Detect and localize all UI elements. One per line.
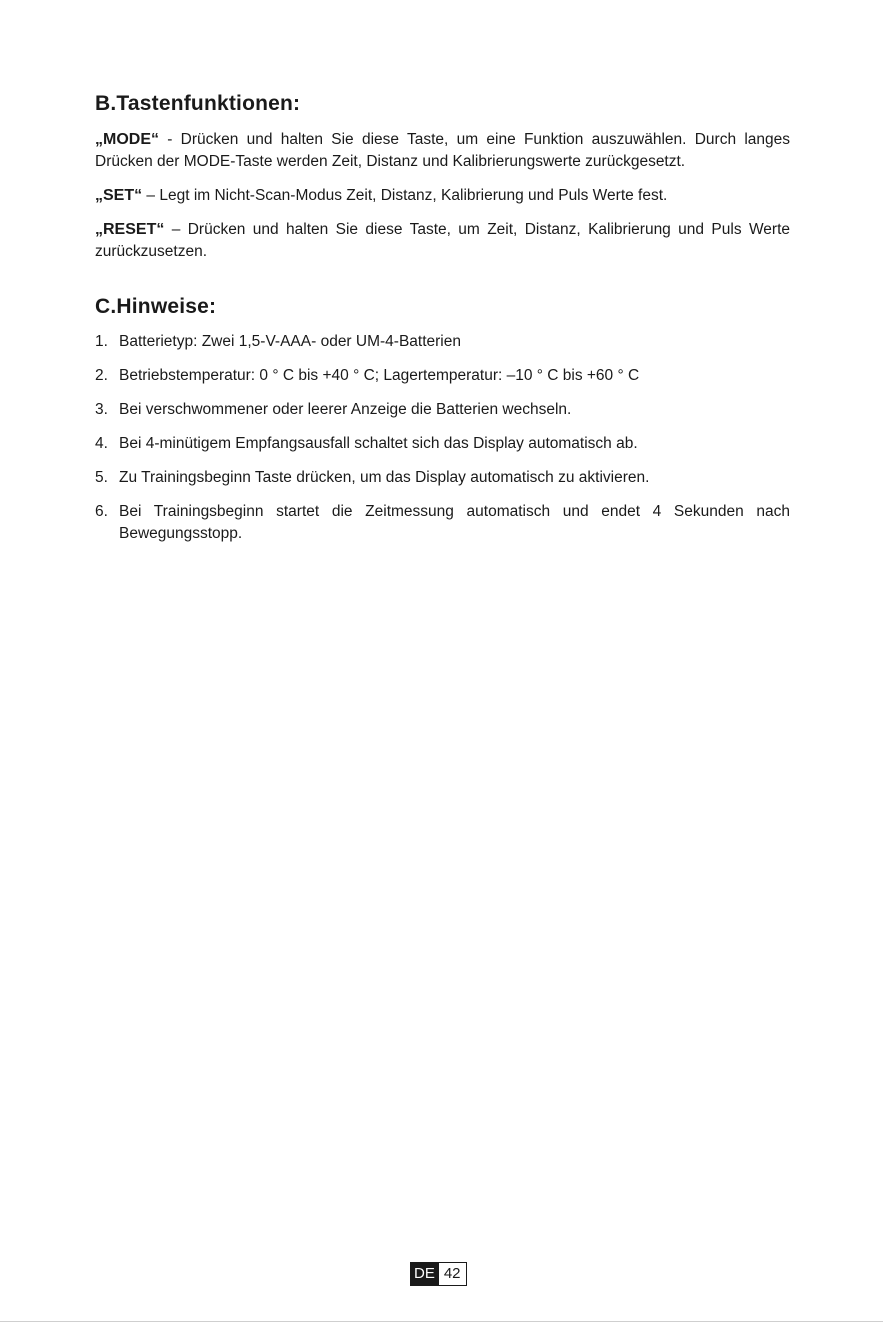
list-item-number: 3. xyxy=(95,401,108,418)
list-item-number: 2. xyxy=(95,367,108,384)
list-item-text: Batterietyp: Zwei 1,5-V-AAA- oder UM-4-Batterien xyxy=(119,333,461,350)
list-item-number: 5. xyxy=(95,469,108,486)
list-item-text: Bei 4-minütigem Empfangsausfall schaltet sich das Display automatisch ab. xyxy=(119,435,638,452)
mode-key-label: „MODE“ xyxy=(95,131,159,148)
list-item xyxy=(95,501,790,545)
mode-key-text: - Drücken und halten Sie diese Taste, um eine Funktion auszuwählen. Durch langes Drücken der MODE-Taste werden Zeit, Distanz und Kalibrierungswerte zurückgesetzt. xyxy=(95,131,790,170)
list-item xyxy=(95,399,790,421)
notes-list xyxy=(95,331,790,545)
list-item-number: 1. xyxy=(95,333,108,350)
reset-key-label: „RESET“ xyxy=(95,221,165,238)
mode-key-description xyxy=(95,129,790,173)
list-item xyxy=(95,331,790,353)
page-number: 42 xyxy=(439,1262,467,1286)
list-item-number: 4. xyxy=(95,435,108,452)
set-key-label: „SET“ xyxy=(95,187,143,204)
list-item xyxy=(95,365,790,387)
page-content xyxy=(95,90,790,557)
list-item-text: Bei Trainingsbeginn startet die Zeitmessung automatisch und endet 4 Sekunden nach Bewegungsstopp. xyxy=(119,503,790,542)
list-item xyxy=(95,433,790,455)
page-footer xyxy=(410,1262,467,1286)
language-badge: DE xyxy=(410,1262,439,1286)
reset-key-description xyxy=(95,219,790,263)
list-item-number: 6. xyxy=(95,503,108,520)
reset-key-text: – Drücken und halten Sie diese Taste, um Zeit, Distanz, Kalibrierung und Puls Werte zurückzusetzen. xyxy=(95,221,790,260)
bottom-divider xyxy=(0,1321,883,1322)
section-b-heading: B.Tastenfunktionen: xyxy=(95,92,301,115)
list-item-text: Zu Trainingsbeginn Taste drücken, um das Display automatisch zu aktivieren. xyxy=(119,469,650,486)
set-key-text: – Legt im Nicht-Scan-Modus Zeit, Distanz, Kalibrierung und Puls Werte fest. xyxy=(142,187,668,204)
list-item xyxy=(95,467,790,489)
set-key-description xyxy=(95,185,790,207)
list-item-text: Betriebstemperatur: 0 ° C bis +40 ° C; Lagertemperatur: –10 ° C bis +60 ° C xyxy=(119,367,640,384)
section-c-heading: C.Hinweise: xyxy=(95,295,217,318)
list-item-text: Bei verschwommener oder leerer Anzeige die Batterien wechseln. xyxy=(119,401,572,418)
